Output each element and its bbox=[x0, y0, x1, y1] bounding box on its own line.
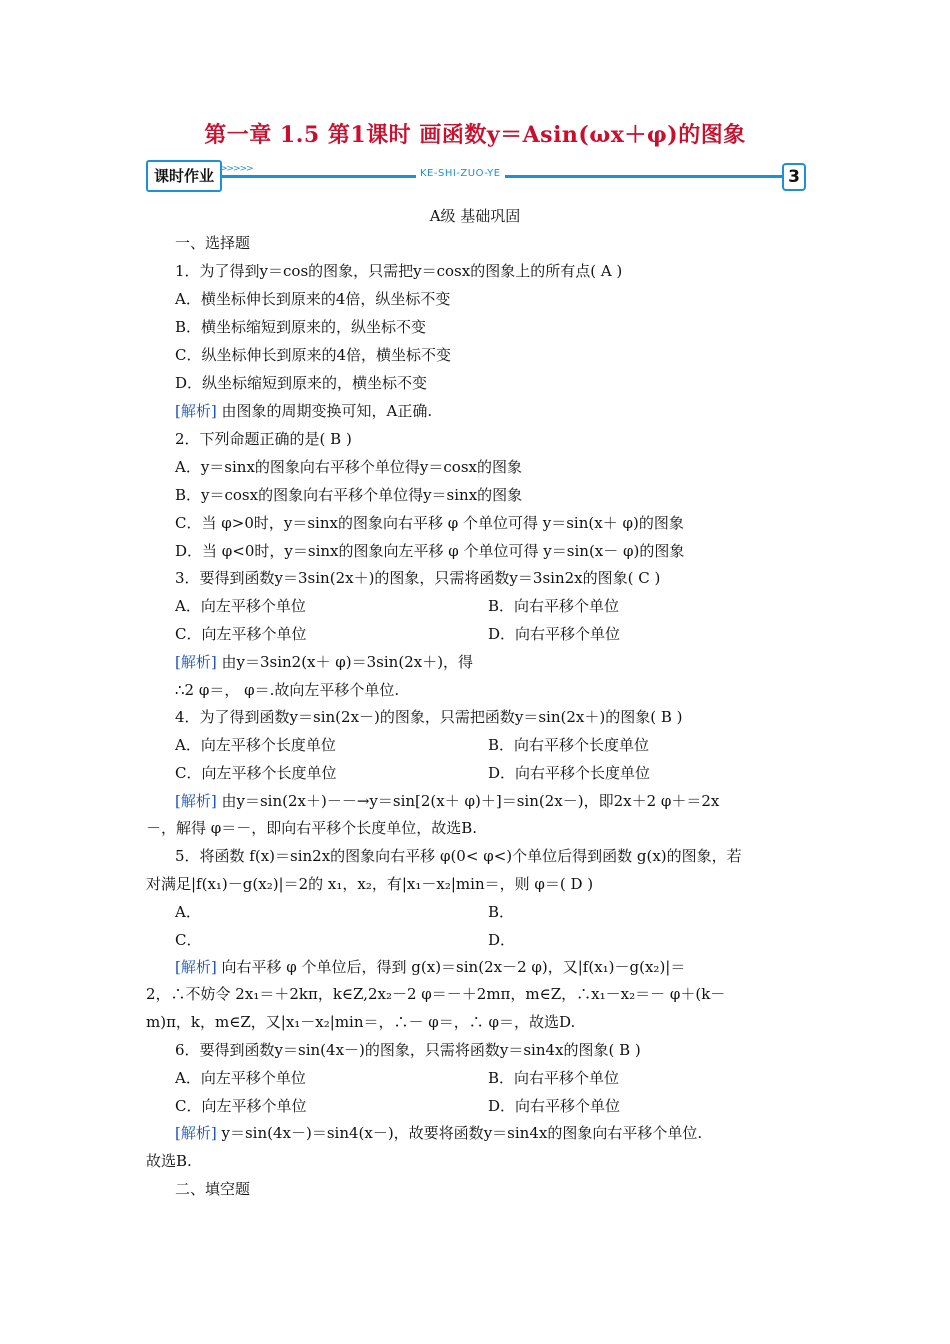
question-4-option-c: C．向左平移个长度单位 bbox=[175, 764, 337, 782]
question-6-option-b: B．向右平移个单位 bbox=[488, 1069, 620, 1087]
solution-tag: [解析] bbox=[175, 653, 217, 671]
question-1-solution bbox=[175, 401, 432, 421]
question-1-option-c: C．纵坐标伸长到原来的4倍，横坐标不变 bbox=[175, 346, 452, 364]
question-3-option-c: C．向左平移个单位 bbox=[175, 625, 307, 643]
question-2-option-a: A．y＝sinx的图象向右平移个单位得y＝cosx的图象 bbox=[175, 458, 522, 476]
question-3-option-d: D．向右平移个单位 bbox=[488, 625, 621, 643]
question-5-solution-line-2: 2，∴不妨令 2x₁＝＋2kπ，k∈Z,2x₂－2 φ＝－＋2mπ，m∈Z，∴x₁－x₂＝－ φ＋(k－ bbox=[146, 985, 726, 1003]
section-heading-2: 二、填空题 bbox=[175, 1180, 251, 1198]
question-3-stem: 3．要得到函数y＝3sin(2x＋)的图象，只需将函数y＝3sin2x的图象( C ) bbox=[175, 569, 661, 587]
solution-tag: [解析] bbox=[175, 792, 217, 810]
question-1-option-a: A．横坐标伸长到原来的4倍，纵坐标不变 bbox=[175, 290, 451, 308]
question-4-option-a: A．向左平移个长度单位 bbox=[175, 736, 336, 754]
question-5-option-a: A． bbox=[175, 903, 201, 921]
question-2-option-d: D．当 φ<0时，y＝sinx的图象向左平移 φ 个单位可得 y＝sin(x－ φ)的图象 bbox=[175, 542, 685, 560]
solution-tag: [解析] bbox=[175, 402, 217, 420]
solution-text: 由y＝3sin2(x＋ φ)＝3sin(2x＋)，得 bbox=[216, 653, 474, 671]
question-6-stem: 6．要得到函数y＝sin(4x－)的图象，只需将函数y＝sin4x的图象( B ) bbox=[175, 1041, 641, 1059]
banner-label: 课时作业 bbox=[146, 160, 222, 192]
question-3-option-a: A．向左平移个单位 bbox=[175, 597, 306, 615]
question-1-stem: 1．为了得到y＝cos的图象，只需把y＝cosx的图象上的所有点( A ) bbox=[175, 262, 623, 280]
solution-text: 向右平移 φ 个单位后，得到 g(x)＝sin(2x－2 φ)，又|f(x₁)－g(x₂)|＝ bbox=[216, 958, 686, 976]
solution-tag: [解析] bbox=[175, 958, 217, 976]
question-5-option-c: C． bbox=[175, 931, 202, 949]
banner-number: 3 bbox=[782, 163, 806, 191]
question-4-option-b: B．向右平移个长度单位 bbox=[488, 736, 650, 754]
question-6-solution bbox=[175, 1123, 702, 1143]
question-5-option-b: B． bbox=[488, 903, 515, 921]
question-4-stem: 4．为了得到函数y＝sin(2x－)的图象，只需把函数y＝sin(2x＋)的图象( B ) bbox=[175, 708, 683, 726]
question-5-stem: 5．将函数 f(x)＝sin2x的图象向右平移 φ(0< φ<)个单位后得到函数 g(x)的图象，若 bbox=[175, 847, 742, 865]
question-6-option-c: C．向左平移个单位 bbox=[175, 1097, 307, 1115]
question-3-solution bbox=[175, 652, 473, 672]
question-5-solution-line-3: m)π，k，m∈Z，又|x₁－x₂|min＝，∴－ φ＝，∴ φ＝，故选D. bbox=[146, 1013, 576, 1031]
question-6-option-d: D．向右平移个单位 bbox=[488, 1097, 621, 1115]
question-2-option-b: B．y＝cosx的图象向右平移个单位得y＝sinx的图象 bbox=[175, 486, 523, 504]
question-3-option-b: B．向右平移个单位 bbox=[488, 597, 620, 615]
solution-text: 由图象的周期变换可知，A正确. bbox=[216, 402, 433, 420]
question-6-solution-line-2: 故选B. bbox=[146, 1152, 192, 1170]
question-5-solution bbox=[175, 957, 685, 977]
solution-text: 由y＝sin(2x＋)－－→y＝sin[2(x＋ φ)＋]＝sin(2x－)，即2x＋2 φ＋＝2x bbox=[216, 792, 720, 810]
question-6-option-a: A．向左平移个单位 bbox=[175, 1069, 306, 1087]
banner-subtitle: KE-SHI-ZUO-YE bbox=[416, 168, 505, 179]
banner-arrows: >>>>> bbox=[220, 164, 253, 174]
solution-tag: [解析] bbox=[175, 1124, 217, 1142]
question-1-option-d: D．纵坐标缩短到原来的，横坐标不变 bbox=[175, 374, 428, 392]
question-4-option-d: D．向右平移个长度单位 bbox=[488, 764, 651, 782]
solution-text: y＝sin(4x－)＝sin4(x－)，故要将函数y＝sin4x的图象向右平移个单位. bbox=[216, 1124, 703, 1142]
level-heading: A级 基础巩固 bbox=[429, 207, 521, 225]
question-5-option-d: D． bbox=[488, 931, 516, 949]
page-title: 第一章 1.5 第1课时 画函数y＝Asin(ωx＋φ)的图象 bbox=[204, 122, 746, 148]
question-5-stem-line-2: 对满足|f(x₁)－g(x₂)|＝2的 x₁，x₂，有|x₁－x₂|min＝，则 φ＝( D ) bbox=[146, 875, 594, 893]
section-heading: 一、选择题 bbox=[175, 234, 251, 252]
question-1-option-b: B．横坐标缩短到原来的，纵坐标不变 bbox=[175, 318, 427, 336]
question-4-solution-line-2: －，解得 φ＝－，即向右平移个长度单位，故选B. bbox=[146, 819, 478, 837]
question-3-solution-line-2: ∴2 φ＝， φ＝.故向左平移个单位. bbox=[175, 681, 400, 699]
question-4-solution bbox=[175, 791, 719, 811]
homework-banner bbox=[146, 160, 806, 192]
question-2-option-c: C．当 φ>0时，y＝sinx的图象向右平移 φ 个单位可得 y＝sin(x＋ φ)的图象 bbox=[175, 514, 684, 532]
question-2-stem: 2．下列命题正确的是( B ) bbox=[175, 430, 352, 448]
